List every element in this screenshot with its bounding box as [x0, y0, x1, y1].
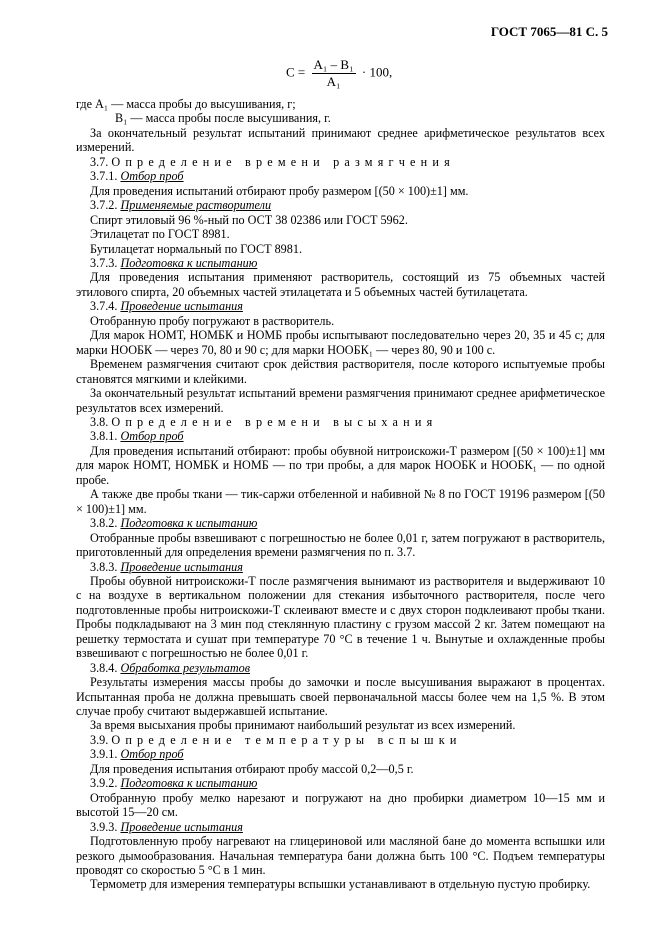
body-paragraph: Бутилацетат нормальный по ГОСТ 8981. [90, 241, 302, 256]
section-number: 3.8.1. [90, 429, 121, 444]
section-title: Определение времени высыхания [111, 414, 438, 429]
page-header: ГОСТ 7065—81 С. 5 [490, 24, 608, 39]
body-paragraph: Для проведения испытаний отбирают пробу размером [(50 × 100)±1] мм. [90, 183, 469, 198]
section-number: 3.9. [90, 732, 112, 747]
body-paragraph: Отобранные пробы взвешивают с погрешностью не более 0,01 г, затем погружают в растворитель, приготовленный для определения времени размягчения по п. 3.7. [76, 530, 605, 560]
section-title: Проведение испытания [120, 559, 243, 574]
formula-rhs: · 100, [361, 64, 393, 80]
section-title: Применяемые растворители [120, 198, 272, 213]
section-heading [90, 155, 605, 169]
formula-fraction [312, 57, 356, 90]
body-paragraph: За окончательный результат испытаний принимают среднее арифметическое результатов всех измерений. [76, 125, 605, 155]
section-title: Проведение испытания [120, 299, 243, 314]
body-paragraph: Для проведения испытаний отбирают: пробы обувной нитроискожи-Т размером [(50 × 100)±1] мм для марок НОМТ, НОМБК и НОМБ — по три пробы, а для марок НООБК и НООБК₁ — по одной пробе. [76, 443, 605, 487]
section-number: 3.7.3. [90, 255, 121, 270]
section-title: Отбор проб [120, 747, 184, 762]
section-heading [90, 747, 605, 761]
section-number: 3.8.2. [90, 516, 121, 531]
body-paragraph: где A₁ — масса пробы до высушивания, г; [76, 97, 296, 111]
section-number: 3.7.2. [90, 198, 121, 213]
section-title: Проведение испытания [120, 819, 243, 834]
section-heading [90, 299, 605, 313]
body-paragraph: Подготовленную пробу нагревают на глицериновой или масляной бане до момента вспышки или резкого дымообразования. Начальная температура бани должна быть 100 °С. Подъем температуры проводят со скоростью 5 °С в 1 мин. [76, 834, 605, 878]
section-title: Подготовка к испытанию [120, 516, 258, 531]
body-paragraph: Для проведения испытания отбирают пробу массой 0,2—0,5 г. [90, 761, 414, 776]
section-heading [90, 733, 605, 747]
body-paragraph: Спирт этиловый 96 %-ный по ОСТ 38 02386 или ГОСТ 5962. [90, 212, 408, 227]
section-number: 3.9.3. [90, 819, 121, 834]
section-heading [90, 776, 605, 790]
document-body [76, 97, 605, 892]
section-title: Определение времени размягчения [111, 154, 455, 169]
body-paragraph: Пробы обувной нитроискожи-Т после размягчения вынимают из растворителя и выдерживают 10 с на воздухе в вертикальном положении для стекания избыточного растворителя, после чего подготовленные пробы нитроискожи-Т склеивают вместе и с двух сторон подклеивают пробы ткани. Пробы подкладывают на 3 мин под стеклянную пластину с грузом массой 2 кг. Затем помещают на решетку термостата и сушат при температуре 70 °С в течение 1 ч. Вынутые и охлажденные пробы взвешивают с погрешностью не более 0,01 г. [76, 573, 605, 661]
section-number: 3.9.1. [90, 747, 121, 762]
section-heading [90, 560, 605, 574]
section-title: Отбор проб [120, 169, 184, 184]
section-number: 3.7. [90, 154, 112, 169]
section-title: Подготовка к испытанию [120, 255, 258, 270]
formula-numerator: A₁ – B₁ [313, 57, 354, 72]
body-paragraph: Этилацетат по ГОСТ 8981. [90, 227, 230, 242]
body-paragraph: За окончательный результат испытаний времени размягчения принимают среднее арифметическое результатов всех измерений. [76, 386, 605, 415]
section-number: 3.8. [90, 414, 112, 429]
body-paragraph: Отобранную пробу мелко нарезают и погружают на дно пробирки диаметром 10—15 мм и высотой 15—20 см. [76, 790, 605, 820]
body-paragraph: Для проведения испытания применяют растворитель, состоящий из 75 объемных частей этилового спирта, 20 объемных частей этилацетата и 5 объемных частей бутилацетата. [76, 270, 605, 299]
formula-lhs: C = [286, 64, 306, 80]
section-heading [90, 820, 605, 834]
section-number: 3.7.1. [90, 169, 121, 184]
formula-denominator: A₁ [326, 74, 341, 89]
body-paragraph: Для марок НОМТ, НОМБК и НОМБ пробы испытывают последовательно через 20, 35 и 45 с; для марки НООБК — через 70, 80 и 90 с; для марки НООБК₁ — через 80, 90 и 100 с. [76, 328, 605, 357]
section-number: 3.7.4. [90, 299, 121, 314]
formula [286, 57, 392, 90]
body-paragraph: Термометр для измерения температуры вспышки устанавливают в отдельную пустую пробирку. [90, 877, 591, 892]
section-title: Отбор проб [120, 429, 184, 444]
section-heading [90, 516, 605, 530]
section-heading [90, 415, 605, 429]
section-title: Обработка результатов [120, 660, 251, 675]
body-paragraph: Результаты измерения массы пробы до замочки и после высушивания выражают в процентах. Испытанная проба не должна превышать своей первоначальной массы более чем на 1,5 %. В этом случае пробу считают выдержавшей испытание. [76, 675, 605, 719]
body-paragraph: За время высыхания пробы принимают наибольший результат из всех измерений. [90, 718, 516, 733]
section-heading [90, 661, 605, 675]
section-title: Подготовка к испытанию [120, 776, 258, 791]
section-title: Определение температуры вспышки [111, 732, 462, 747]
body-paragraph: А также две пробы ткани — тик-саржи отбеленной и набивной № 8 по ГОСТ 19196 размером [(50 × 100)±1] мм. [76, 487, 605, 516]
section-number: 3.8.4. [90, 660, 121, 675]
body-paragraph: Временем размягчения считают срок действия растворителя, после которого испытуемые пробы становятся мягкими и клейкими. [76, 357, 605, 386]
section-number: 3.8.3. [90, 559, 121, 574]
body-paragraph: B₁ — масса пробы после высушивания, г. [115, 111, 331, 126]
body-paragraph: Отобранную пробу погружают в растворитель. [90, 313, 335, 328]
section-number: 3.9.2. [90, 776, 121, 791]
section-heading [90, 198, 605, 212]
section-heading [90, 256, 605, 270]
section-heading [90, 429, 605, 443]
section-heading [90, 169, 605, 183]
